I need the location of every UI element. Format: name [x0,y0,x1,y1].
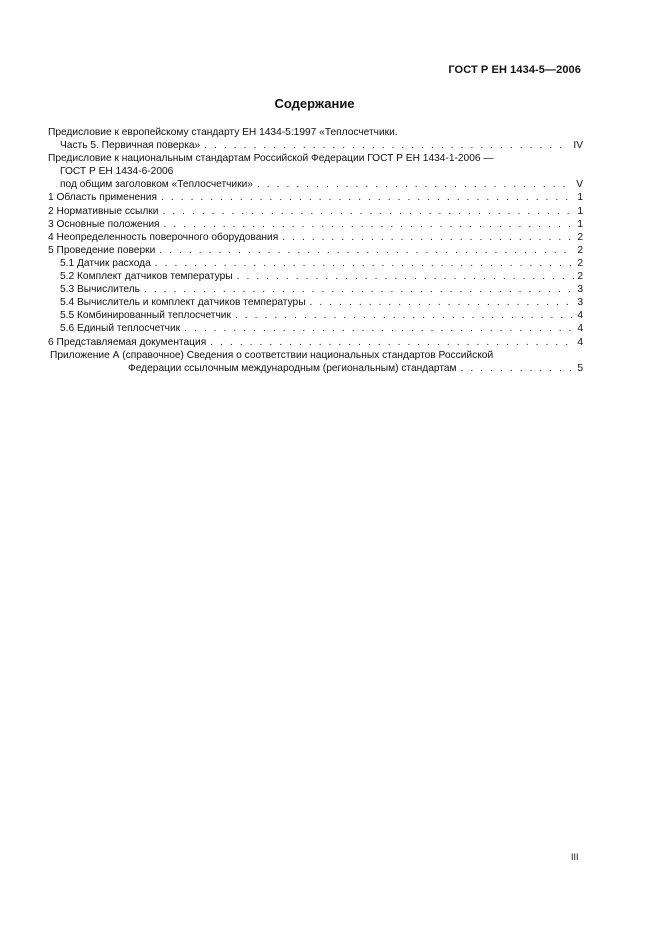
toc-entry-4[interactable] [48,231,583,244]
toc-entry-text: 5.4 Вычислитель и комплект датчиков температуры [60,297,306,309]
toc-foreword-nat-line1: Предисловие к национальным стандартам Российской Федерации ГОСТ Р ЕН 1434-1-2006 — [48,153,494,165]
toc-entry-text: 3 Основные положения [48,218,160,230]
toc-entry-text: 5.1 Датчик расхода [60,257,151,269]
toc-entry-5[interactable] [48,244,583,257]
toc-entry-foreword-nat[interactable] [48,178,583,191]
leader-dots [155,257,575,270]
toc-entry-text: Часть 5. Первичная поверка» [60,140,201,152]
toc-entry-page: 2 [577,257,583,269]
leader-dots [161,191,574,204]
toc-entry-text: под общим заголовком «Теплосчетчики» [60,179,253,191]
toc-entry-page: 1 [577,205,583,217]
leader-dots [210,336,574,349]
leader-dots [144,283,574,296]
toc-entry-page: V [576,179,583,191]
toc-entry-page: 2 [577,244,583,256]
toc-entry-page: 5 [577,362,583,374]
toc-entry-5-6[interactable] [48,322,583,335]
leader-dots [282,231,574,244]
toc-entry-page: 3 [577,284,583,296]
toc-entry-page: 1 [577,192,583,204]
toc-entry-text: 2 Нормативные ссылки [48,205,159,217]
table-of-contents [48,126,583,375]
toc-entry-foreword-eu[interactable] [48,139,583,152]
toc-entry-page: 2 [577,231,583,243]
leader-dots [235,309,574,322]
toc-entry-text: 5.5 Комбинированный теплосчетчик [60,310,231,322]
toc-entry-page: 4 [577,323,583,335]
leader-dots [237,270,575,283]
standard-code: ГОСТ Р ЕН 1434-5—2006 [448,64,581,76]
leader-dots [162,205,574,218]
toc-entry-text: Федерации ссылочным международным (региональным) стандартам [128,362,457,374]
toc-entry-2[interactable] [48,205,583,218]
toc-foreword-eu-line1: Предисловие к европейскому стандарту ЕН 1434-5:1997 «Теплосчетчики. [48,127,398,138]
toc-entry-5-2[interactable] [48,270,583,283]
toc-entry-page: 4 [577,310,583,322]
toc-title: Содержание [274,96,355,111]
toc-entry-5-1[interactable] [48,257,583,270]
toc-entry-text: 5.2 Комплект датчиков температуры [60,271,233,283]
toc-entry-5-3[interactable] [48,283,583,296]
toc-entry-page: 1 [577,218,583,230]
toc-entry-page: 4 [577,336,583,348]
leader-dots [184,322,574,335]
toc-entry-5-5[interactable] [48,309,583,322]
toc-entry-6[interactable] [48,336,583,349]
toc-entry-text: 1 Область применения [48,192,157,204]
toc-entry-1[interactable] [48,191,583,204]
toc-appendix-line1: Приложение А (справочное) Сведения о соответствии национальных стандартов Российской [50,349,494,361]
toc-entry-text: 5 Проведение поверки [48,244,156,256]
leader-dots [204,139,570,152]
toc-entry-text: 4 Неопределенность поверочного оборудования [48,231,279,243]
leader-dots [164,218,575,231]
toc-entry-appendix-a[interactable] [48,362,583,375]
toc-entry-page: 2 [577,271,583,283]
toc-entry-5-4[interactable] [48,296,583,309]
toc-entry-3[interactable] [48,218,583,231]
leader-dots [461,362,575,375]
toc-entry-text: 5.3 Вычислитель [60,284,140,296]
toc-entry-text: 6 Представляемая документация [48,336,207,348]
leader-dots [257,178,573,191]
toc-foreword-nat-line2: ГОСТ Р ЕН 1434-6-2006 [60,166,174,178]
toc-entry-page: 3 [577,297,583,309]
toc-entry-text: 5.6 Единый теплосчетчик [60,323,181,335]
leader-dots [310,296,575,309]
toc-entry-page: IV [573,140,583,152]
page-number: III [571,852,579,862]
leader-dots [159,244,574,257]
